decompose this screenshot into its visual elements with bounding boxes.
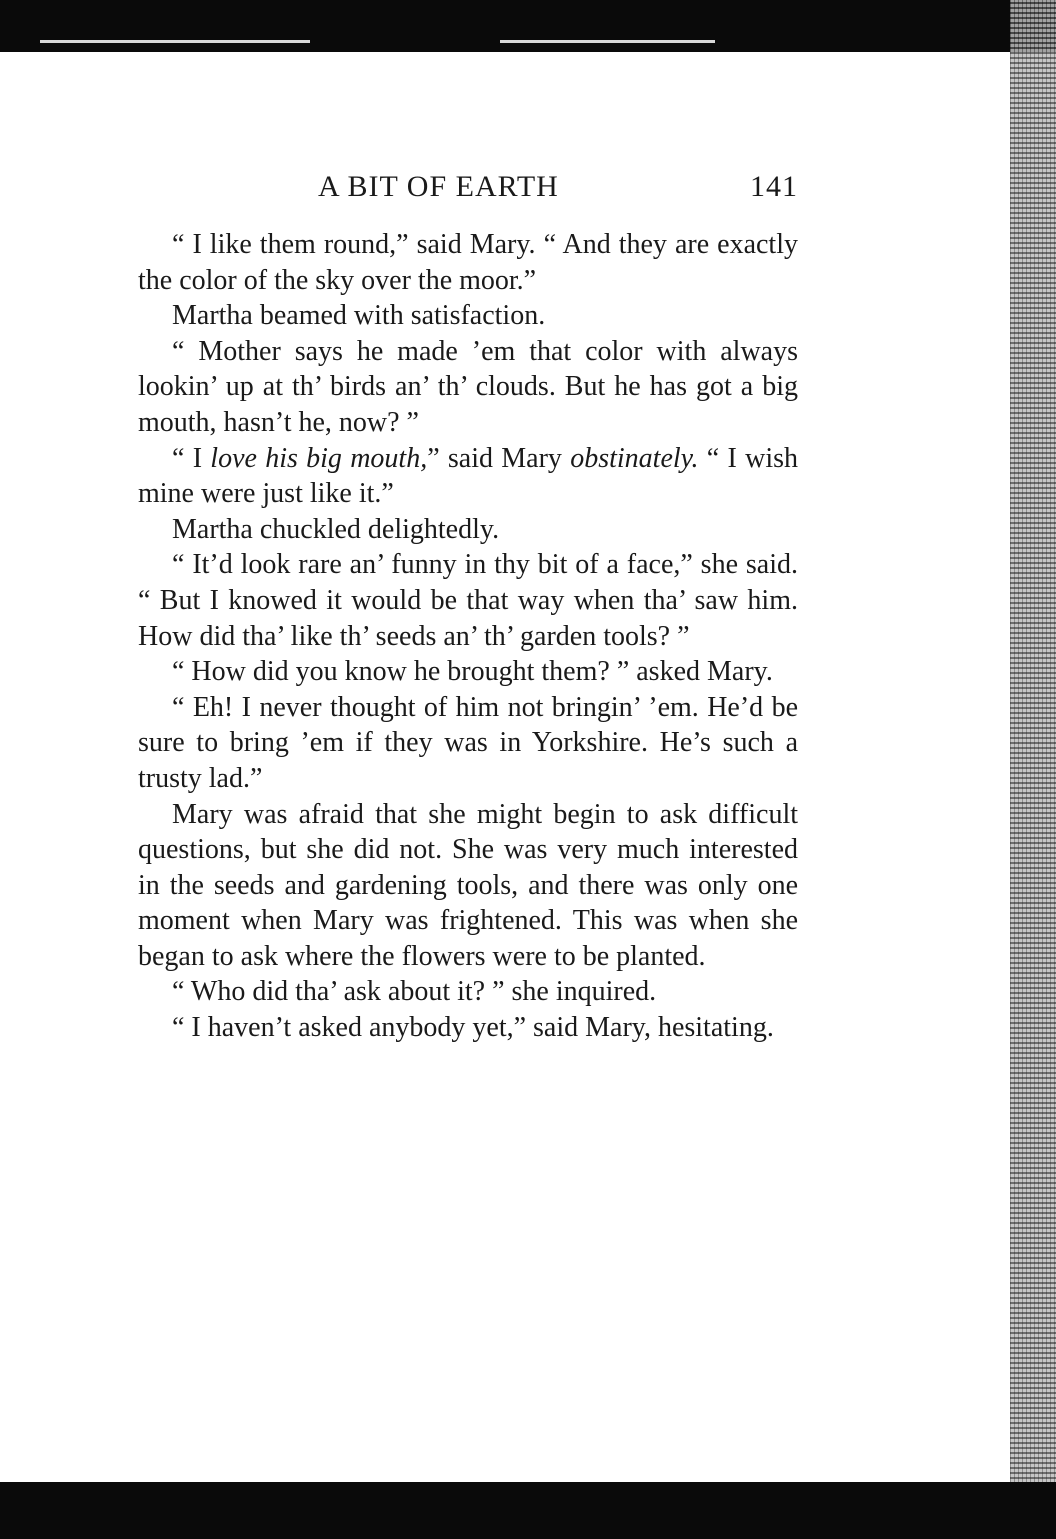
- page-header: [138, 170, 798, 214]
- scan-streak: [40, 40, 310, 43]
- running-title: A BIT OF EARTH: [318, 170, 559, 203]
- paragraph: “ Who did tha’ ask about it? ” she inquired.: [172, 976, 657, 1008]
- paragraph-text: “ I: [172, 442, 211, 474]
- scan-streak: [500, 40, 715, 43]
- paragraph: “ I haven’t asked anybody yet,” said Mary, hesitating.: [172, 1012, 774, 1044]
- paragraph: “ Mother says he made ’em that color with always lookin’ up at th’ birds an’ th’ clouds. But he has got a big mouth, hasn’t he, now? ”: [138, 335, 798, 438]
- paragraph: “ Eh! I never thought of him not bringin’ ’em. He’d be sure to bring ’em if they was in Yorkshire. He’s such a trusty lad.”: [138, 691, 798, 794]
- paragraph: [138, 441, 798, 512]
- body-text: [138, 227, 798, 1046]
- paragraph: Martha beamed with satisfaction.: [172, 300, 546, 332]
- paragraph: “ It’d look rare an’ funny in thy bit of a face,” she said. “ But I knowed it would be that way when tha’ saw him. How did tha’ like th’ seeds an’ th’ garden tools? ”: [138, 549, 798, 652]
- paragraph: Martha chuckled delightedly.: [172, 513, 500, 545]
- scan-right-edge: [1010, 0, 1056, 1539]
- italic-text: obstinately.: [570, 442, 699, 474]
- paragraph: “ I like them round,” said Mary. “ And they are exactly the color of the sky over the moor.”: [138, 229, 798, 296]
- scan-top-border: [0, 0, 1056, 52]
- scan-bottom-border: [0, 1482, 1056, 1539]
- paragraph: Mary was afraid that she might begin to ask difficult questions, but she did not. She was very much interested in the seeds and gardening tools, and there was only one moment when Mary was frightened. This was when she began to ask where the flowers were to be planted.: [138, 798, 798, 972]
- paragraph-text: “ I wish mine were just like it.”: [138, 442, 798, 510]
- paragraph: “ How did you know he brought them? ” asked Mary.: [172, 656, 773, 688]
- paragraph-text: ” said Mary: [427, 442, 571, 474]
- italic-text: love his big mouth,: [210, 442, 428, 474]
- page-number: 141: [750, 170, 798, 203]
